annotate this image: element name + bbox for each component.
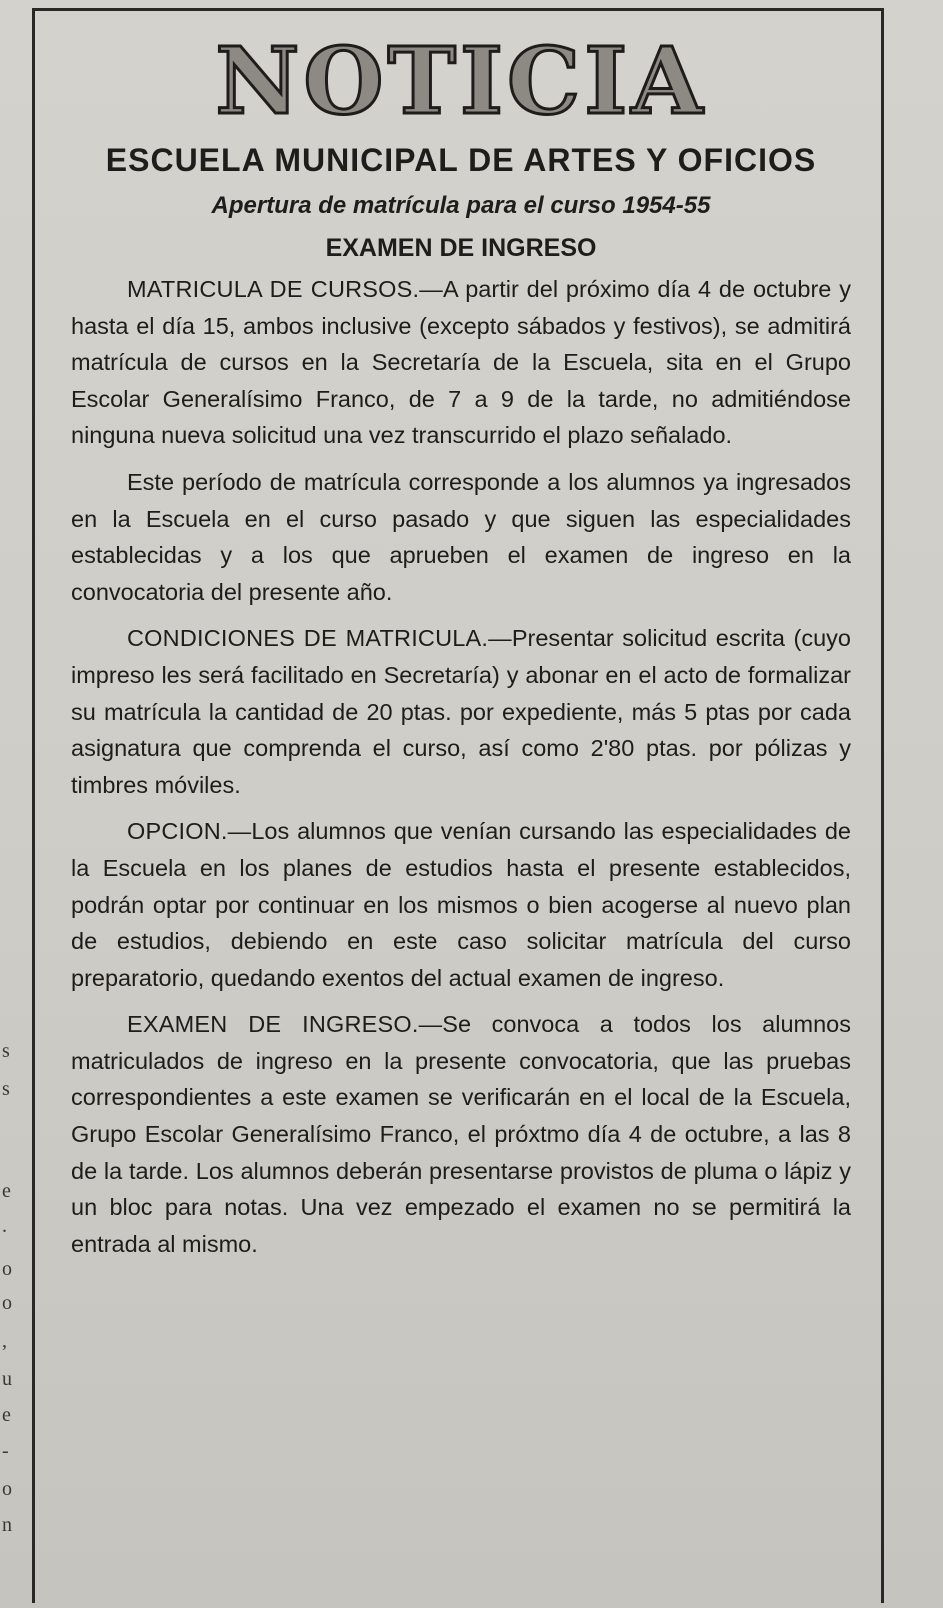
paragraph-body: Se convoca a todos los alumnos matriculados de ingreso en la presente convocatoria, que las pruebas correspondientes a este examen se verificarán en el local de la Escuela, Grupo Escolar Generalísimo Franco, el próxtmo día 4 de octubre, a las 8 de la tarde. Los alumnos deberán presentarse provistos de pluma o lápiz y un bloc para notas. Una vez empezado el examen no se permitirá la entrada al mismo. <box>71 1011 851 1257</box>
paragraph-lead: CONDICIONES DE MATRICULA.— <box>127 625 512 652</box>
margin-fragment: n <box>2 1514 12 1536</box>
paragraph-lead: OPCION.— <box>127 818 252 845</box>
paragraph-lead: MATRICULA DE CURSOS.— <box>127 276 443 302</box>
enrollment-heading: Apertura de matrícula para el curso 1954-55 <box>211 192 711 219</box>
margin-fragment: o <box>2 1292 12 1314</box>
paragraph-body: Los alumnos que venían cursando las especialidades de la Escuela en los planes de estudios hasta el presente establecidos, podrán optar por continuar en los mismos o bien acogerse al nuevo plan de estudios, debiendo en este caso solicitar matrícula del curso preparatorio, quedando exentos del actual examen de ingreso. <box>71 818 851 991</box>
margin-fragment: o <box>2 1258 12 1280</box>
paragraph-examen-ingreso <box>71 1006 851 1262</box>
margin-fragment: s <box>2 1078 10 1100</box>
exam-heading: EXAMEN DE INGRESO <box>325 234 597 262</box>
margin-fragment: o <box>2 1478 12 1500</box>
paragraph-body: Presentar solicitud escrita (cuyo impreso les será facilitado en Secretaría) y abonar en el acto de formalizar su matrícula la cantidad de 20 ptas. por expediente, más 5 ptas por cada asignatura que comprenda el curso, así como 2'80 ptas. por pólizas y timbres móviles. <box>71 625 851 798</box>
paragraph-matricula-cursos <box>71 271 851 454</box>
margin-fragment: , <box>2 1330 7 1352</box>
margin-fragment: . <box>2 1215 7 1237</box>
paragraph-body: A partir del próximo día 4 de octubre y hasta el día 15, ambos inclusive (excepto sábados y festivos), se admitirá matrícula de cursos en la Secretaría de la Escuela, sita en el Grupo Escolar Generalísimo Franco, de 7 a 9 de la tarde, no admitiéndose ninguna nueva solicitud una vez transcurrido el plazo señalado. <box>71 276 851 449</box>
notice-box <box>32 8 884 1603</box>
paragraph-lead: EXAMEN DE INGRESO.— <box>127 1011 443 1038</box>
school-name: ESCUELA MUNICIPAL DE ARTES Y OFICIOS <box>105 142 817 178</box>
margin-fragment: u <box>2 1368 12 1390</box>
paragraph-condiciones <box>71 620 851 803</box>
paragraph-body: Este período de matrícula corresponde a los alumnos ya ingresados en la Escuela en el curso pasado y que siguen las especialidades establecidas y a los que aprueben el examen de ingreso en la convocatoria del presente año. <box>71 468 851 605</box>
notice-title: NOTICIA <box>215 27 707 135</box>
adjacent-column-fragments <box>0 0 30 1608</box>
margin-fragment: - <box>2 1440 9 1462</box>
paragraph-opcion <box>71 813 851 996</box>
paragraph-periodo-matricula <box>71 464 851 610</box>
margin-fragment: e <box>2 1180 11 1202</box>
margin-fragment: e <box>2 1404 11 1426</box>
margin-fragment: s <box>2 1040 10 1062</box>
